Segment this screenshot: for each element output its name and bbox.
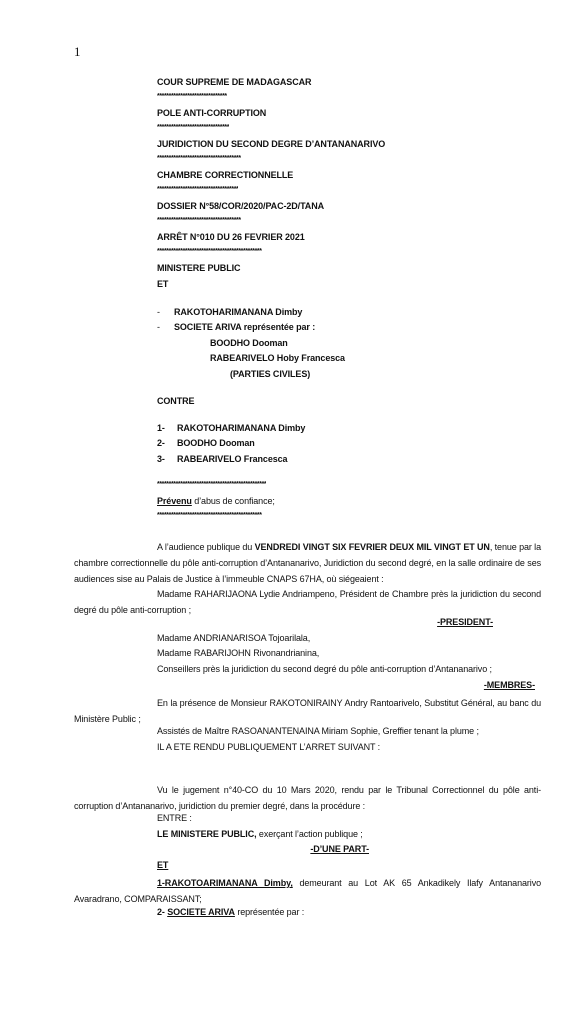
pole-name: POLE ANTI-CORRUPTION — [157, 108, 267, 118]
dossier-number: DOSSIER N°58/COR/2020/PAC-2D/TANA — [157, 201, 325, 211]
chamber-name: CHAMBRE CORRECTIONNELLE — [157, 170, 294, 180]
court-name: COUR SUPREME DE MADAGASCAR — [157, 77, 312, 87]
et-label: ET — [157, 279, 169, 289]
defendant-1: RAKOTOHARIMANANA Dimby — [177, 423, 306, 433]
greffier-line: Assistés de Maître RASOANANTENAINA Miriam Sophie, Greffier tenant la plume ; — [157, 726, 479, 736]
rendu-line: IL A ETE RENDU PUBLIQUEMENT L’ARRET SUIVANT : — [157, 742, 381, 752]
member-2: Madame RABARIJOHN Rivonandrianina, — [157, 648, 320, 658]
list-number: 2- — [157, 438, 165, 448]
dune-part-label: -D’UNE PART- — [310, 844, 369, 854]
list-number: 1- — [157, 423, 165, 433]
president-paragraph: Madame RAHARIJAONA Lydie Andriampeno, Président de Chambre près la juridiction du second degré du pôle anti-corruption ; — [74, 589, 541, 615]
prevenu-line — [157, 496, 275, 506]
list-number: 3- — [157, 454, 165, 464]
contre-label: CONTRE — [157, 396, 195, 406]
parties-civiles-label: (PARTIES CIVILES) — [230, 369, 311, 379]
et-label-2: ET — [157, 860, 169, 870]
list-dash: - — [157, 322, 160, 332]
entre-label: ENTRE : — [157, 813, 192, 823]
list-dash: - — [157, 307, 160, 317]
defendant-3: RABEARIVELO Francesca — [177, 454, 288, 464]
respondent-1-address: demeurant au Lot AK 65 Ankadikely Ilafy Antananarivo Avaradrano, COMPARAISSANT; — [74, 878, 541, 904]
respondent-1-paragraph — [74, 875, 541, 907]
presence-paragraph: En la présence de Monsieur RAKOTONIRAINY Andry Rantoarivelo, Substitut Général, au banc du Ministère Public ; — [74, 698, 541, 724]
separator-stars: *********************************** — [157, 186, 239, 193]
member-1: Madame ANDRIANARISOA Tojoarilala, — [157, 633, 311, 643]
membres-label: -MEMBRES- — [483, 680, 535, 690]
page-number: 1 — [74, 44, 81, 59]
jurisdiction-name: JURIDICTION DU SECOND DEGRE D’ANTANANARIVO — [157, 139, 386, 149]
prevenu-label: Prévenu — [157, 496, 192, 506]
ministere-public-bold: LE MINISTERE PUBLIC, — [157, 829, 257, 839]
party-rakotoharimanana: RAKOTOHARIMANANA Dimby — [174, 307, 303, 317]
separator-stars: ********************************************* — [157, 248, 262, 255]
separator-stars: ************************************ — [157, 155, 241, 162]
party-rabearivelo: RABEARIVELO Hoby Francesca — [210, 353, 345, 363]
audience-text-rest: , tenue par la chambre correctionnelle du pôle anti-corruption d’Antananarivo, Juridiction du second degré, en la salle ordinaire de ses audiences sise au Palais de Justice à l’immeuble CNAPS 67HA, où siégeaient : — [74, 542, 541, 584]
respondent-1-name: 1-RAKOTOARIMANANA Dimby, — [157, 878, 293, 888]
president-label: -PRESIDENT- — [437, 617, 493, 627]
vu-paragraph: Vu le jugement n°40-CO du 10 Mars 2020, rendu par le Tribunal Correctionnel du pôle anti-corruption d’Antananarivo, juridiction du premier degré, dans la procédure : — [74, 785, 541, 811]
ministere-public-line — [157, 829, 363, 839]
separator-stars: ******************************* — [157, 124, 230, 131]
conseillers-line: Conseillers près la juridiction du second degré du pôle anti-corruption d’Antananarivo ; — [157, 664, 492, 674]
list-number: 2- — [157, 907, 168, 917]
audience-date: VENDREDI VINGT SIX FEVRIER DEUX MIL VINGT ET UN — [254, 542, 490, 552]
separator-stars: ********************************************* — [157, 512, 262, 519]
societe-ariva-name: SOCIETE ARIVA — [167, 907, 235, 917]
societe-ariva-rest: représentée par : — [234, 907, 305, 917]
societe-ariva-line — [157, 907, 304, 917]
party-societe-ariva: SOCIETE ARIVA représentée par : — [174, 322, 316, 332]
audience-text: A l’audience publique du — [157, 542, 255, 552]
separator-stars: ************************************ — [157, 217, 241, 224]
separator-stars: ****************************** — [157, 93, 227, 100]
ministere-public-rest: exerçant l’action publique ; — [256, 829, 363, 839]
separator-stars: *********************************************** — [157, 481, 267, 488]
defendant-2: BOODHO Dooman — [177, 438, 255, 448]
prevenu-charge: d’abus de confiance; — [191, 496, 275, 506]
audience-paragraph — [74, 539, 541, 587]
arret-number: ARRÊT N°010 DU 26 FEVRIER 2021 — [157, 232, 305, 242]
party-boodho: BOODHO Dooman — [210, 338, 288, 348]
ministere-public: MINISTERE PUBLIC — [157, 263, 241, 273]
